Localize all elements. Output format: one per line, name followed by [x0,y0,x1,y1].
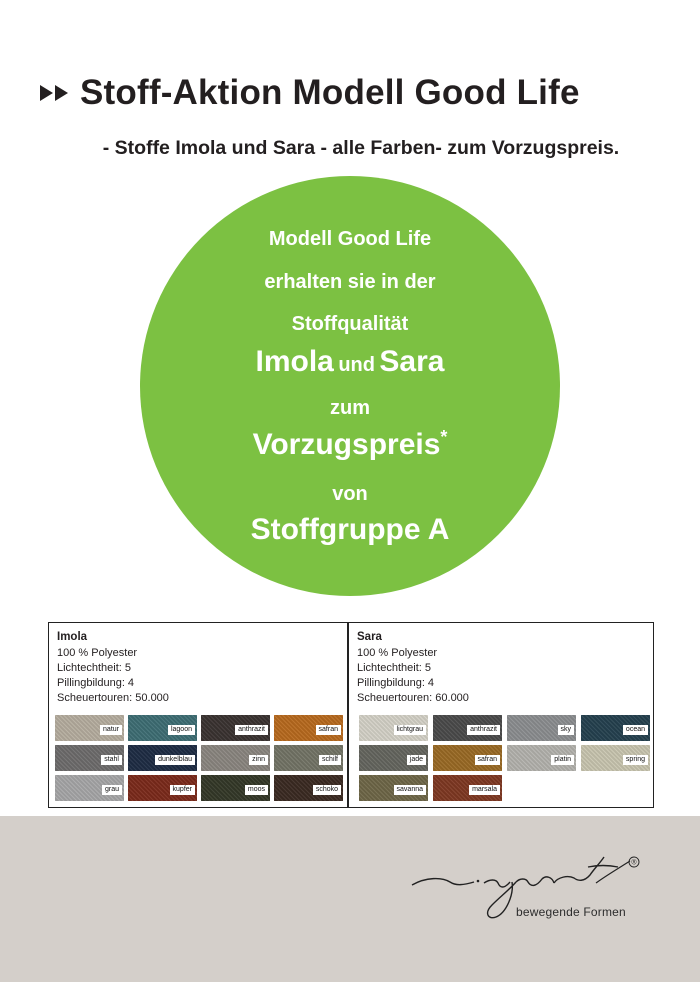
imola-spec-material: 100 % Polyester [57,647,138,659]
sara-title: Sara [357,631,382,643]
swatch-label: marsala [469,785,500,795]
swatch-label: schilf [319,755,341,765]
imola-spec-pilling: Pillingbildung: 4 [57,677,135,689]
swatch-label: kupfer [170,785,195,795]
circle-sara: Sara [379,345,445,378]
swatch-label: zinn [249,755,268,765]
imola-spec-abrasion: Scheuertouren: 50.000 [57,692,169,704]
swatch-sara-ocean[interactable] [581,715,650,741]
circle-line-von: von [332,483,368,505]
swatch-imola-safran[interactable] [274,715,343,741]
fast-forward-icon [40,83,72,103]
swatch-label: anthrazit [467,725,500,735]
circle-line-price [140,427,560,461]
imola-title: Imola [57,631,88,643]
circle-line-model: Modell Good Life [268,228,432,250]
swatch-imola-kupfer[interactable] [128,775,197,801]
swatch-imola-schilf[interactable] [274,745,343,771]
imola-spec-lightfastness: Lichtechtheit: 5 [57,662,131,674]
swatch-sara-anthrazit[interactable] [433,715,502,741]
swatch-sara-safran[interactable] [433,745,502,771]
swatch-label: jade [407,755,426,765]
circle-vorzugspreis: Vorzugspreis [252,428,441,461]
swatch-imola-moos[interactable] [201,775,270,801]
swatch-label: natur [100,725,122,735]
circle-imola: Imola [255,345,334,378]
sara-spec-pilling: Pillingbildung: 4 [357,677,435,689]
circle-line-zum: zum [330,397,370,419]
registered-mark: ® [631,859,637,867]
sara-panel [348,622,654,808]
page-subtitle: - Stoffe Imola und Sara - alle Farben- zum Vorzugspreis. [102,137,620,159]
circle-line-receive: erhalten sie in der [264,271,436,293]
swatch-label: sky [558,725,575,735]
title-row [40,70,580,116]
swatch-sara-sky[interactable] [507,715,576,741]
swatch-imola-dunkelblau[interactable] [128,745,197,771]
swatch-label: lagoon [168,725,195,735]
circle-line-group: Stoffgruppe A [250,513,450,546]
swatch-sara-lichtgrau[interactable] [359,715,428,741]
brand-tagline: bewegende Formen [516,905,626,919]
swatch-sara-savanna[interactable] [359,775,428,801]
circle-und: und [338,354,375,376]
swatch-label: stahl [101,755,122,765]
swatch-label: safran [475,755,500,765]
sara-spec-abrasion: Scheuertouren: 60.000 [357,692,469,704]
swatch-imola-anthrazit[interactable] [201,715,270,741]
sara-spec-lightfastness: Lichtechtheit: 5 [357,662,431,674]
swatch-label: savanna [394,785,426,795]
swatch-imola-natur[interactable] [55,715,124,741]
swatch-label: schoko [313,785,341,795]
swatch-imola-grau[interactable] [55,775,124,801]
swatch-label: moos [245,785,268,795]
swatch-label: spring [623,755,648,765]
swatch-label: lichtgrau [394,725,426,735]
swatch-imola-stahl[interactable] [55,745,124,771]
swatch-label: dunkelblau [155,755,195,765]
swatch-imola-zinn[interactable] [201,745,270,771]
swatch-label: ocean [623,725,648,735]
swatch-sara-marsala[interactable] [433,775,502,801]
swatch-sara-spring[interactable] [581,745,650,771]
swatch-sara-platin[interactable] [507,745,576,771]
swatch-label: platin [551,755,574,765]
swatch-label: anthrazit [235,725,268,735]
circle-line-fabrics [140,347,560,377]
swatch-label: grau [102,785,122,795]
circle-line-quality: Stoffqualität [291,313,409,335]
circle-asterisk: * [440,427,448,447]
imola-panel [48,622,348,808]
swatch-imola-lagoon[interactable] [128,715,197,741]
page-title: Stoff-Aktion Modell Good Life [80,73,580,112]
swatch-imola-schoko[interactable] [274,775,343,801]
swatch-sara-jade[interactable] [359,745,428,771]
sara-spec-material: 100 % Polyester [357,647,438,659]
swatch-label: safran [316,725,341,735]
